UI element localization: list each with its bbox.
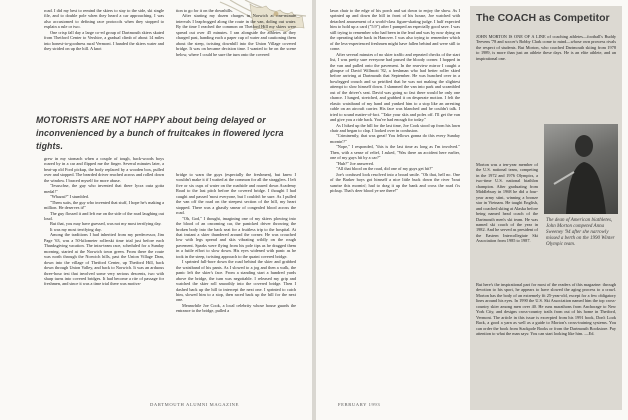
photo-figure (544, 124, 618, 214)
paragraph: "Huh?" Joe answered. (336, 160, 374, 166)
paragraph: Morton was a ten-year member of the U.S. national team, competing in the 1972 and 1976 Olympics, a two-time U.S. national biathlon champion. After graduating from Middlebury in 1968 he did a four-year army stint, winning a bronze star in Vietnam. He taught English, and coached skiing at Alaska before being named head coach of the Dartmouth men's ski team. He was named ski coach of the year in 1982. And he served as president of the Eastern Intercollegiate Ski Association from 1985 to 1987. (476, 162, 538, 244)
paragraph: Meanwhile Joe Cook, a local celebrity whose house guards the entrance to the bridge, pulled a (176, 302, 296, 314)
paragraph: Among the traditions I had inherited from my predecessor, Jim Page '63, was a 50-kilometer rollerski time trial just before each Thanksgiving vacation. The intra-team race, scheduled for a Sunday morning, started at the Norwich town green. From there the route was north through the Norwich hills, past the Union Village Dam, down into the village of Thetford Center, up Thetford Hill, back down through Union Valley, and back to Norwich. It was an arduous three-hour test that involved some very serious descents, two with sharp turns into covered bridges. It had become a rite of passage for freshmen, and since it was a time trial there was motiva- (44, 232, 164, 287)
paragraph: lawn chair to the edge of his porch and sat down to enjoy the show. As I sprinted up and down the hill in front of his house, Joe watched with detached amusement of a world-class figure-skating judge. I half expected him to hold up a card ("5.9") after I pumped an especially good save. I was still trying to remember who had been in the lead and was by now dying on the operating table back in Hanover. I was also trying to remember which of the less-experienced freshmen might have fallen behind and were still to come. (330, 8, 460, 52)
paragraph: After several minutes of no skier traffic and repeated checks of the start list, I was pretty sure everyone had passed the bloody corner. I hopped in the van and pulled onto the pavement. In the rearview mirror I caught a glimpse of David Willmott '82, a freshman who had better roller skied before arriving at Dartmouth that September. He was hunched over in a bowlegged crouch and so petrified that he was not making the slightest attempt to slow himself down. I slammed the van into park and scrambled out of the driver's seat. David was going so fast there would be only one chance. I lunged, stretched, and grabbed it on desperate motion. I felt the elastic waistband of my hand and yanked him to a stop like an arresting cable on an aircraft carrier. His face was blanched and he couldn't talk. I tried to sound matter-of-fact. "Take your skis and poles off. I'll get the van and give you a ride back. You've had enough for today." (330, 51, 460, 123)
paragraph: But here's the inspirational part for most of the readers of this magazine: through devotion to his sport, he appears to have slowed the aging process to a crawl. Morton has the body of an extremely fit 25-year-old, except for a few obligatory lines around his eyes. In 1990 the U.S. Ski Association named him the top cross-country skier among men over 40. He runs marathons from Anchorage to New York City, and designs cross-country trails from out of his home in Thetford, Vermont. The article in this issue is excerpted from his 1991 book, Don't Look Back, a good a yarn as well as a guide to Morton's cross-training systems. You can order the book from Stackpole Books or from the Dartmouth Bookstore. Pay attention to what the man says: You can start looking like him. —Ed. (476, 282, 616, 337)
paragraph: After starting my dozen charges in Norwich at one-minute intervals I leapfrogged along the route in the van, doling out water. By the time I reached the common on Thetford Hill my skiers were spread out over 45 minutes. I ran alongside the athletes as they charged past, handing each a paper cup of water and cautioning them about the steep, twisting downhill into the Union Village covered bridge. It was on became decision time. I wanted to be on the scene below, where I could be sure the turn onto the covered (176, 13, 296, 57)
paragraph: road. I did my best to remind the skiers to stay to the side, ski single file, and to double pole when they heard a car approaching. I was also accustomed to defining race protocols when they stopped to explain a rule or two. (44, 8, 164, 30)
left-column-2-bottom (176, 172, 296, 410)
paragraph: As I hiked up the hill for the last time, Joe Cook stood up from his lawn chair and began to clap. I looked over in confusion. (330, 122, 460, 133)
paragraph: But that, you may have guessed, was not my most terrifying day. (50, 221, 162, 227)
paragraph: "All that blood on the road, did one of my guys get hit?" (336, 166, 433, 172)
paragraph: "Nope," I responded, "this is the last time as long as I'm involved." Then, with a sense of relief, I asked, "Was there an accident here earlier, one of my guys hit by a car?" (330, 144, 460, 161)
paragraph: tion to go for it on the downhills. (176, 8, 233, 13)
left-column-2-top (176, 8, 296, 166)
paragraph: "Criminently, that was great! You fellows gonna do this every Sunday mornin'?" (330, 133, 460, 144)
photo-caption: The dean of American biathletes, John Morton competed Anna Sweeney '94 after she narrowly missed a berth on the 1990 Winter Olympic team. (546, 218, 615, 247)
footer-date: FEBRUARY 1993 (338, 402, 381, 407)
paragraph: bridge to warn the guys (especially the freshmen), but knew I wouldn't make it if I waited at the common for all the stragglers. I left five or six cups of water on the roadside and roared down Academy Road to the last pitch before the covered bridge. I thought I had caught and passed 'most everyone, but I couldn't be sure. As I pulled the van off the road on the steepest section of the hill, my heart stopped. There was a ghastly smear of congealed blood across the road. (176, 172, 296, 216)
sidebar-text-bottom (476, 282, 616, 400)
right-column-1 (330, 8, 460, 410)
paragraph: The guy flossed it and left me on the side of the road laughing out loud. (44, 210, 164, 221)
paragraph: "Them suits, the guy who invented that stuff, I hope he's making a million. He deserves it!" (44, 199, 164, 211)
pull-quote-lead: MOTORISTS ARE NOT HAPPY (36, 115, 165, 125)
left-column-1-top (44, 8, 164, 102)
paragraph: I sprinted full-bore down the road behind the skier and grabbed the waistband of his pants. As I slowed to a jog and then a walk, the panic left the skier's face. From a standing start a hundred yards above the bridge, the turn was negotiable. I released my grip and watched the skier roll smoothly into the covered bridge. Then I dashed back up the hill to intercept the next one. I sprinted to catch him, slowed him to a stop, then raced back up the hill for the next one. (176, 259, 296, 303)
photo-john-morton (544, 124, 618, 214)
paragraph: Joe's confused look resolved into a broad smile. "Oh that, hell no. One of the Barker boys got himself a nice little buck down the river 'bout sunrise this mornin'; had to drag it up the bank and cross the road t'is pickup. That's deer blood ye see there!" (330, 171, 460, 193)
right-page (316, 0, 628, 420)
paragraph: One crisp fall day a large co-ed group of Dartmouth skiers skated from Thetford Center to Vershire, a gradual climb of about 14 miles into honest-to-goodness rural Vermont. I handed the skiers water and they strided on up the hill. A knot (44, 29, 164, 52)
footer-publication: DARTMOUTH ALUMNI MAGAZINE (150, 402, 239, 407)
paragraph: "Whazat?" I stumbled. (50, 194, 89, 200)
pull-quote-rest: about being delayed or inconvenienced by a bunch of fruitcakes in flowered lycra tights. (36, 115, 284, 151)
paragraph: grew in my stomach when a couple of tough, back-woods boys roared by in a car and flipped me the finger. Several minutes later, a beat-up old Ford pickup, the body replaced by a wooden box, pulled over and stopped. The bearded driver reached across and rolled down the window. I braced myself for more abuse. (44, 156, 164, 183)
paragraph: It was my most terrifying day. (50, 226, 102, 232)
sidebar-title: The COACH as Competitor (476, 12, 610, 24)
sidebar-box (470, 6, 622, 410)
paragraph: "Jesuschse, the guy who invented that there lycra outa gotta medal!" (44, 183, 164, 194)
paragraph: JOHN MORTON IS ONE OF A LINE of coaching athletes—football's Buddy Teevens '78 and soccer's Bobby Clark come to mind—whose own prowess rivals the respect of students. But Morton, who coached Dartmouth skiing from 1978 to 1989, is more than just an athlete these days. He is an elite athlete, and an inspirational one. (476, 34, 616, 61)
sidebar-text-side (476, 162, 538, 282)
paragraph: "Oh, God," I thought, imagining one of my skiers plowing into the blood of an oncoming car, the panicked driver throwing the broken body into the back seat for a fruitless trip to the hospital. At that instant a skier thundered around the corner. He was crouched low with legs spread and skis vibrating wildly on the rough pavement. Sparks were flying from his pole tips as he dragged them in a futile effort to slow down. His eyes widened with panic as he took in the steep, twisting approach to the quaint covered bridge. (176, 215, 296, 259)
left-page (0, 0, 312, 420)
left-column-1-bottom (44, 156, 164, 410)
